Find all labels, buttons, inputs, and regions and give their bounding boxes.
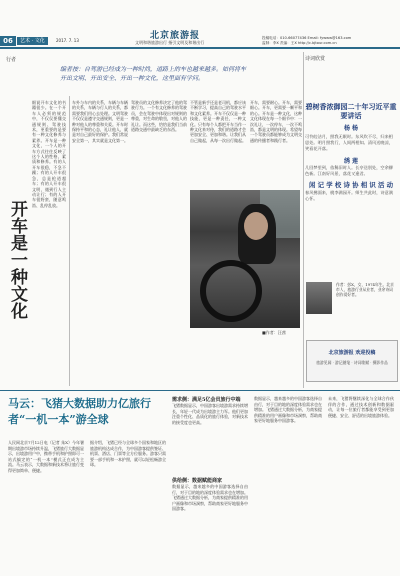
story-section-tag: 行者 (6, 57, 17, 63)
photo-face (244, 212, 268, 240)
poem-body-3: 春风拂面来，桃李满园开。师生共此时，诗意满心怀。 (305, 190, 393, 201)
bottom-column-5: 未来，飞猪将继续深化与全球合作伙伴的合作，通过技术创新和数据驱动，让每一位旅行者都能享受到更加便捷、安全、舒适的出境旅游体验。 (328, 396, 394, 418)
newspaper-subtitle: 文明和谐旅游出行 指引文明及和谐出行 (135, 40, 205, 45)
story-column-3: 驾驶员的文化修养决定了他的驾驶行为。一个有文化修养的驾驶员，会在驾驶中体现出对规则的尊重，对生命的敬畏，对他人的礼让。而这些，恰恰是我们当前道路交通中最缺乏的东西。 (131, 100, 187, 133)
bottom-column-2: 据介绍，飞猪已经与全球多个国家和地区的旅游机构达成合作，为中国游客提供签证、机票、酒店、门票等全方位服务。游客只需要一部手机和一本护照，就可以轻松畅游全球。 (90, 440, 166, 468)
issue-date: 2017. 7. 13 (56, 38, 79, 43)
steering-wheel (200, 260, 262, 322)
story-column-5: 开车，需要耐心。开车，需要细心。开车，更需要一颗平和的心。开车是一种文化，这种文化体现在每一个细节中：一次礼让，一次停车，一次不鸣笛，都是文明的体现。希望每一个驾驶员都能够成为文明交通的传播者和践行者。 (250, 100, 302, 143)
author-photo (306, 282, 332, 314)
poem-body-1: 可怜皎洁月，照我无眠时。东风吹不尽，归来相思处。明月照我行，人间两相知。清风送晚凉，笑看花开落。 (305, 134, 393, 151)
column-rule (303, 52, 304, 388)
bottom-rule (0, 390, 400, 391)
poem-title-2: 闲 记 学 校 诗 协 相 识 活 动 (309, 181, 393, 189)
poetry-tag: 诗词欣赏 (305, 56, 326, 62)
bottom-column-3-text: 飞猪数据显示，中国游客出境游需求持续增长，年轻一代成为出境游主力军。他们更加注重个性化、品质化的旅行体验，对新技术的接受度也更高。 (172, 403, 248, 425)
poetry-column (305, 55, 397, 202)
bottom-column-4: 数据显示，越来越多的中国游客选择自由行，对于目的地的深度体验需求也在增加。飞猪通过大数据分析，为商家提供精准的用户画像和市场洞察，帮助商家更好地服务中国游客。 (254, 396, 322, 424)
editor-note: 编者按：自驾游已经成为一种时尚，道路上的车也越来越多。如何将车开出文明、开出安全、开出一种文化，这里面有学问。 (60, 66, 247, 82)
story-column-2: 车外与车内的关系，车辆与车辆的关系，车辆与行人的关系，都需要我们用心去处理。文明驾驶不仅仅是遵守交通规则，更是一种对他人的尊重和关爱。开车时保持平和的心态，礼让他人，就是对自己最好的保护。我们常说安全第一，其实就是文化第一。 (72, 100, 128, 143)
bottom-column-1: 人民网北京7月12日电（记者 朱X）今年暑期出境游市场持续升温，飞猪旅行大数据显示，出境游用户中，携带手机和护照即可一站式搞定的“一机一本”模式正在成为主流。马云表示，大数据和新技术将让旅行变得更加简单、便捷。 (8, 440, 84, 473)
driver-photo (190, 190, 300, 328)
subheading-demand: 需求侧：满足5亿会员旅行中端 (172, 397, 241, 403)
poem-title-1: 碧树香浓御园二十年习近平重要讲话 (305, 102, 397, 120)
column-rule (69, 96, 70, 386)
poem-author-1: 杨 杨 (343, 125, 359, 132)
story-column-1: 细说开车文化的书籍很少。在一个开车人必须的规范中，不仅仅要懂交通规则、驾驶技术，更重要的是要有一种文化修养与素养。开车是一种文化，一个人的开车方式往往反映了这个人的性格、素质和修养。有的人开车很稳，不急不躁；有的人开车很急，总是抢道超车；有的人开车很文明，遇到行人主动让行；有的人开车很野蛮，随意鸣笛、乱停乱放。 (32, 100, 66, 208)
story-title: 开车是一种文化 (7, 200, 27, 319)
story-column-4a: 不管是新手还是老司机，都应该不断学习，提高自己的驾驶水平和文化素养。开车不仅仅是一种技能，更是一种责任，一种文化。只有每个人都把开车当作一种文化来对待，我们的道路才会更加安全、更加和谐。让我们从自己做起，从每一次出行做起。 (190, 100, 246, 143)
editor-line: 监制：李X 责编：王X http://c.bjtour.com.cn (262, 41, 337, 45)
page-number: 06 (0, 36, 16, 46)
header-info (262, 36, 351, 46)
newspaper-name: 北京旅游报 (150, 31, 201, 41)
poem-author-2: 绣 莲 (343, 158, 359, 165)
page-header (0, 0, 400, 48)
ad-text: 旅游见闻 · 游记随笔 · 诗词歌赋 · 摄影作品 (316, 360, 388, 365)
bottom-story-title: 马云：飞猪大数据助力亿旅行者“一机一本”游全球 (8, 397, 151, 426)
subheading-supply: 供给侧：数据赋能商家 (172, 478, 223, 484)
bottom-column-3 (172, 396, 248, 572)
ad-title: 北京旅游报 欢迎投稿 (328, 350, 376, 356)
poem-body-2: 几回梦里到，依稀旧时人。长亭送别处，空余柳色新。江南好风景，落花又逢君。 (305, 165, 393, 176)
author-bio: 作者：彭X，女，1974年生。北京市人，旅游行业从业者，业余诗词创作爱好者。 (336, 282, 394, 297)
header-rule (0, 47, 400, 49)
submission-ad (306, 340, 398, 382)
photo-caption: ■作者：汪茜 (262, 330, 286, 335)
bottom-column-3b-text: 数据显示，越来越多的中国游客选择自由行，对于目的地的深度体验需求也在增加。飞猪通过大数据分析，为商家提供精准的用户画像和市场洞察，帮助商家更好地服务中国游客。 (172, 484, 248, 512)
contact-line: 投稿电话：010-66077436 Email: fywww@163.com (262, 36, 352, 40)
section-label: 艺术 · 文化 (17, 37, 48, 45)
